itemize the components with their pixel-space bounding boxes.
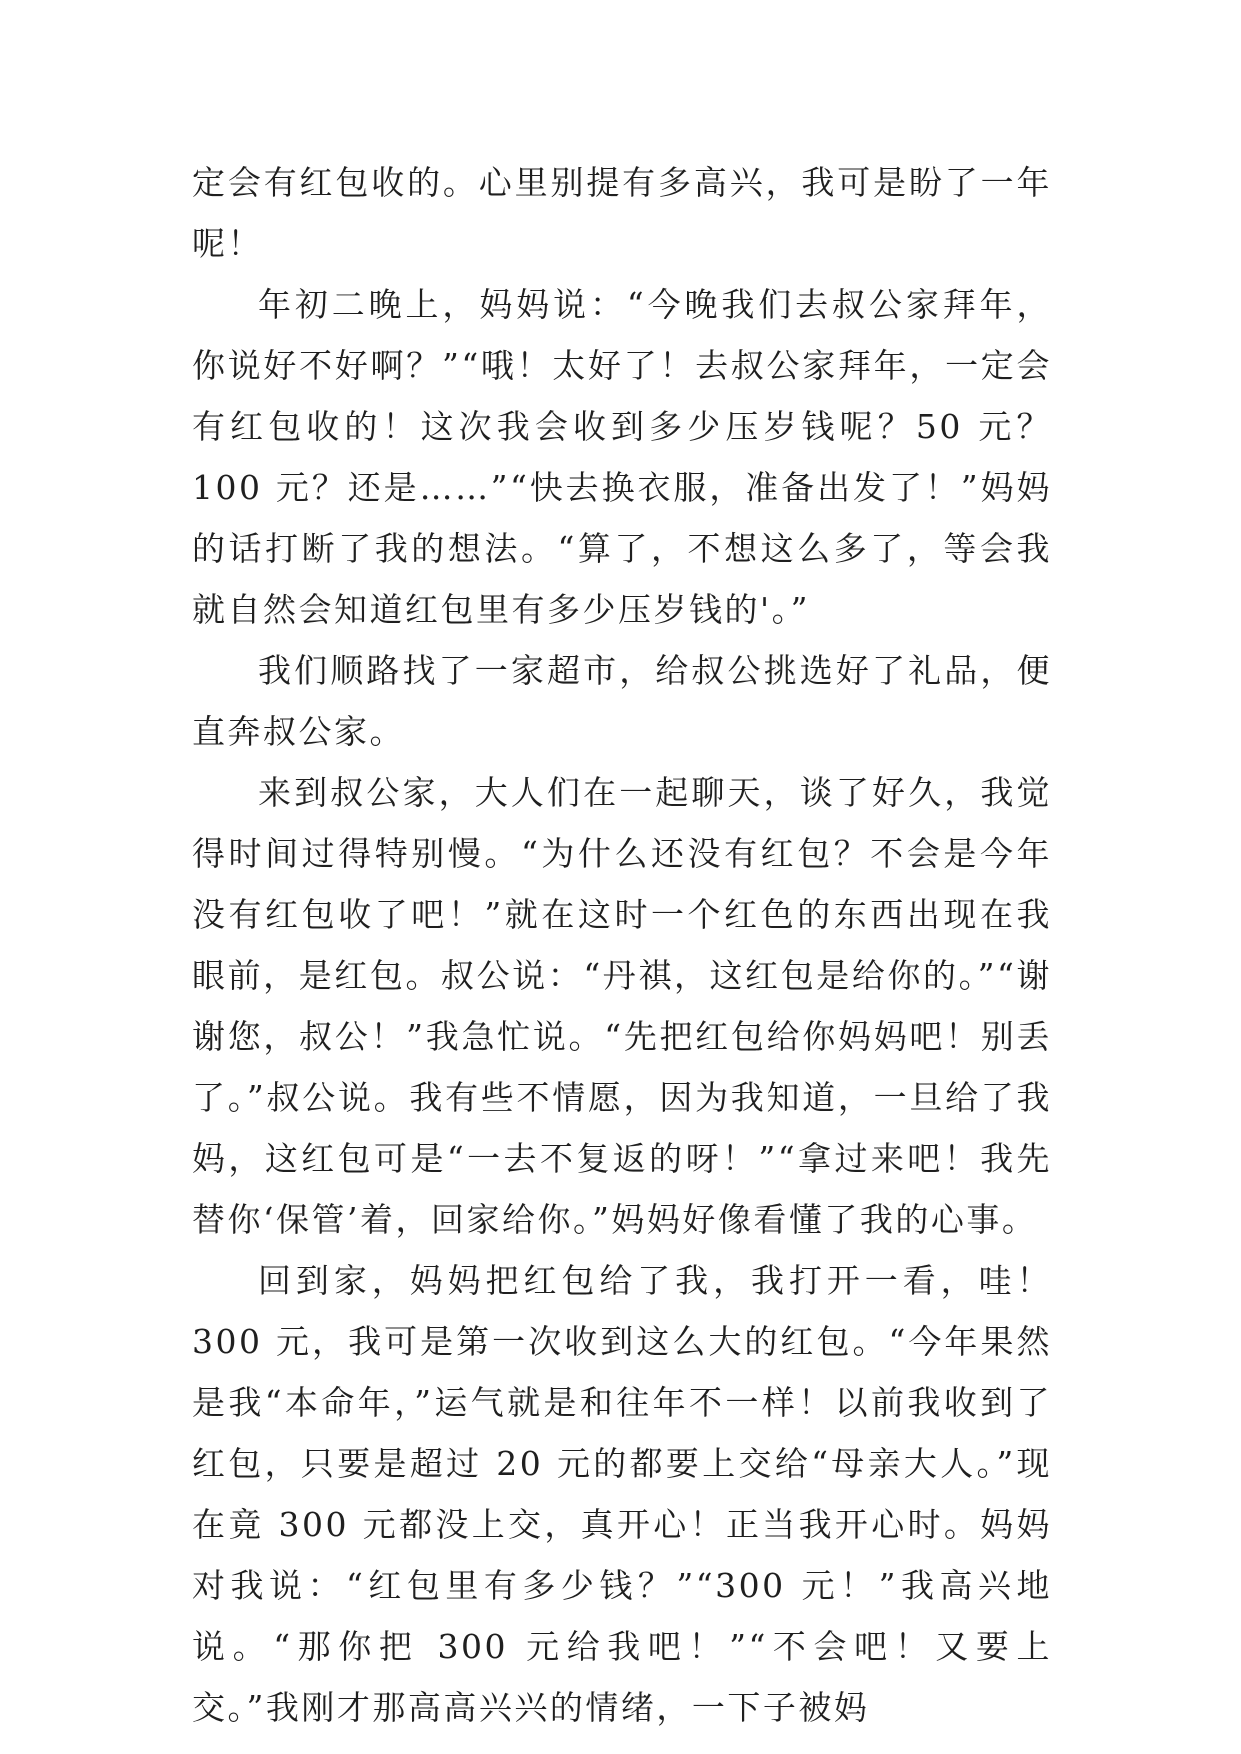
paragraph-4: 来到叔公家，大人们在一起聊天，谈了好久，我觉得时间过得特别慢。“为什么还没有红包？不会是今年没有红包收了吧！”就在这时一个红色的东西出现在我眼前，是红包。叔公说：“丹祺，这红包是给你的。”“谢谢您，叔公！”我急忙说。“先把红包给你妈妈吧！别丢了。”叔公说。我有些不情愿，因为我知道，一旦给了我妈，这红包可是“一去不复返的呀！”“拿过来吧！我先替你‘保管’着，回家给你。”妈妈好像看懂了我的心事。 <box>192 773 1052 1239</box>
paragraph-2: 年初二晚上，妈妈说：“今晚我们去叔公家拜年，你说好不好啊？”“哦！太好了！去叔公家拜年，一定会有红包收的！这次我会收到多少压岁钱呢？50 元？100 元？还是……”“快去换衣服，准备出发了！”妈妈的话打断了我的想法。“算了，不想这么多了，等会我就自然会知道红包里有多少压岁钱的'。” <box>192 285 1052 629</box>
paragraph-5: 回到家，妈妈把红包给了我，我打开一看，哇！300 元，我可是第一次收到这么大的红包。“今年果然是我“本命年，”运气就是和往年不一样！以前我收到了红包，只要是超过 20 元的都要上交给“母亲大人。”现在竟 300 元都没上交，真开心！正当我开心时。妈妈对我说：“红包里有多少钱？”“300 元！”我高兴地说。“那你把 300 元给我吧！”“不会吧！又要上交。”我刚才那高高兴兴的情绪，一下子被妈 <box>192 1261 1052 1727</box>
paragraph-continuation: 定会有红包收的。心里别提有多高兴，我可是盼了一年呢！ <box>192 163 1052 263</box>
paragraph-3: 我们顺路找了一家超市，给叔公挑选好了礼品，便直奔叔公家。 <box>192 651 1052 751</box>
document-body <box>192 152 1052 1738</box>
